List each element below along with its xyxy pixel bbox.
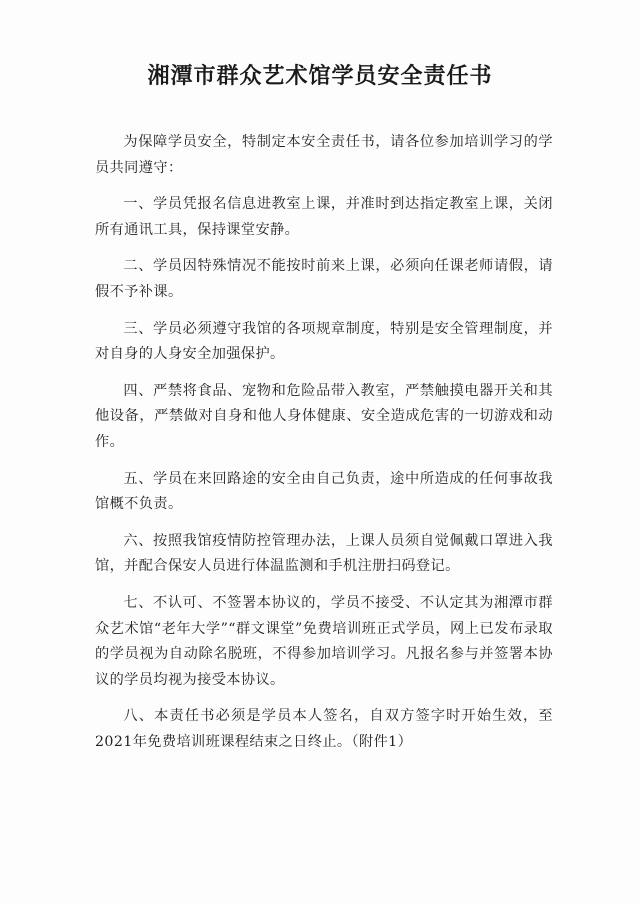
clause-3: 三、学员必须遵守我馆的各项规章制度，特别是安全管理制度，并对自身的人身安全加强保护。: [95, 320, 553, 363]
clause-4: 四、严禁将食品、宠物和危险品带入教室，严禁触摸电器开关和其他设备，严禁做对自身和他人身体健康、安全造成危害的一切游戏和动作。: [95, 382, 553, 450]
document-body: [95, 130, 553, 766]
clause-6: 六、按照我馆疫情防控管理办法，上课人员须自觉佩戴口罩进入我馆，并配合保安人员进行体温监测和手机注册扫码登记。: [95, 532, 553, 575]
clause-1: 一、学员凭报名信息进教室上课，并准时到达指定教室上课，关闭所有通讯工具，保持课堂安静。: [95, 196, 553, 238]
clause-2: 二、学员因特殊情况不能按时前来上课，必须向任课老师请假，请假不予补课。: [95, 258, 553, 300]
clause-7: 七、不认可、不签署本协议的，学员不接受、不认定其为湘潭市群众艺术馆“老年大学”“群文课堂”免费培训班正式学员，网上已发布录取的学员视为自动除名脱班，不得参加培训学习。凡报名参与并签署本协议的学员均视为接受本协议。: [95, 594, 553, 688]
intro-paragraph: 为保障学员安全，特制定本安全责任书，请各位参加培训学习的学员共同遵守：: [95, 134, 553, 176]
document-title: 湘潭市群众艺术馆学员安全责任书: [147, 64, 493, 89]
clause-5: 五、学员在来回路途的安全由自己负责，途中所造成的任何事故我馆概不负责。: [95, 470, 553, 513]
clause-8: 八、本责任书必须是学员本人签名，自双方签字时开始生效，至2021年免费培训班课程结束之日终止。（附件1）: [95, 708, 553, 750]
